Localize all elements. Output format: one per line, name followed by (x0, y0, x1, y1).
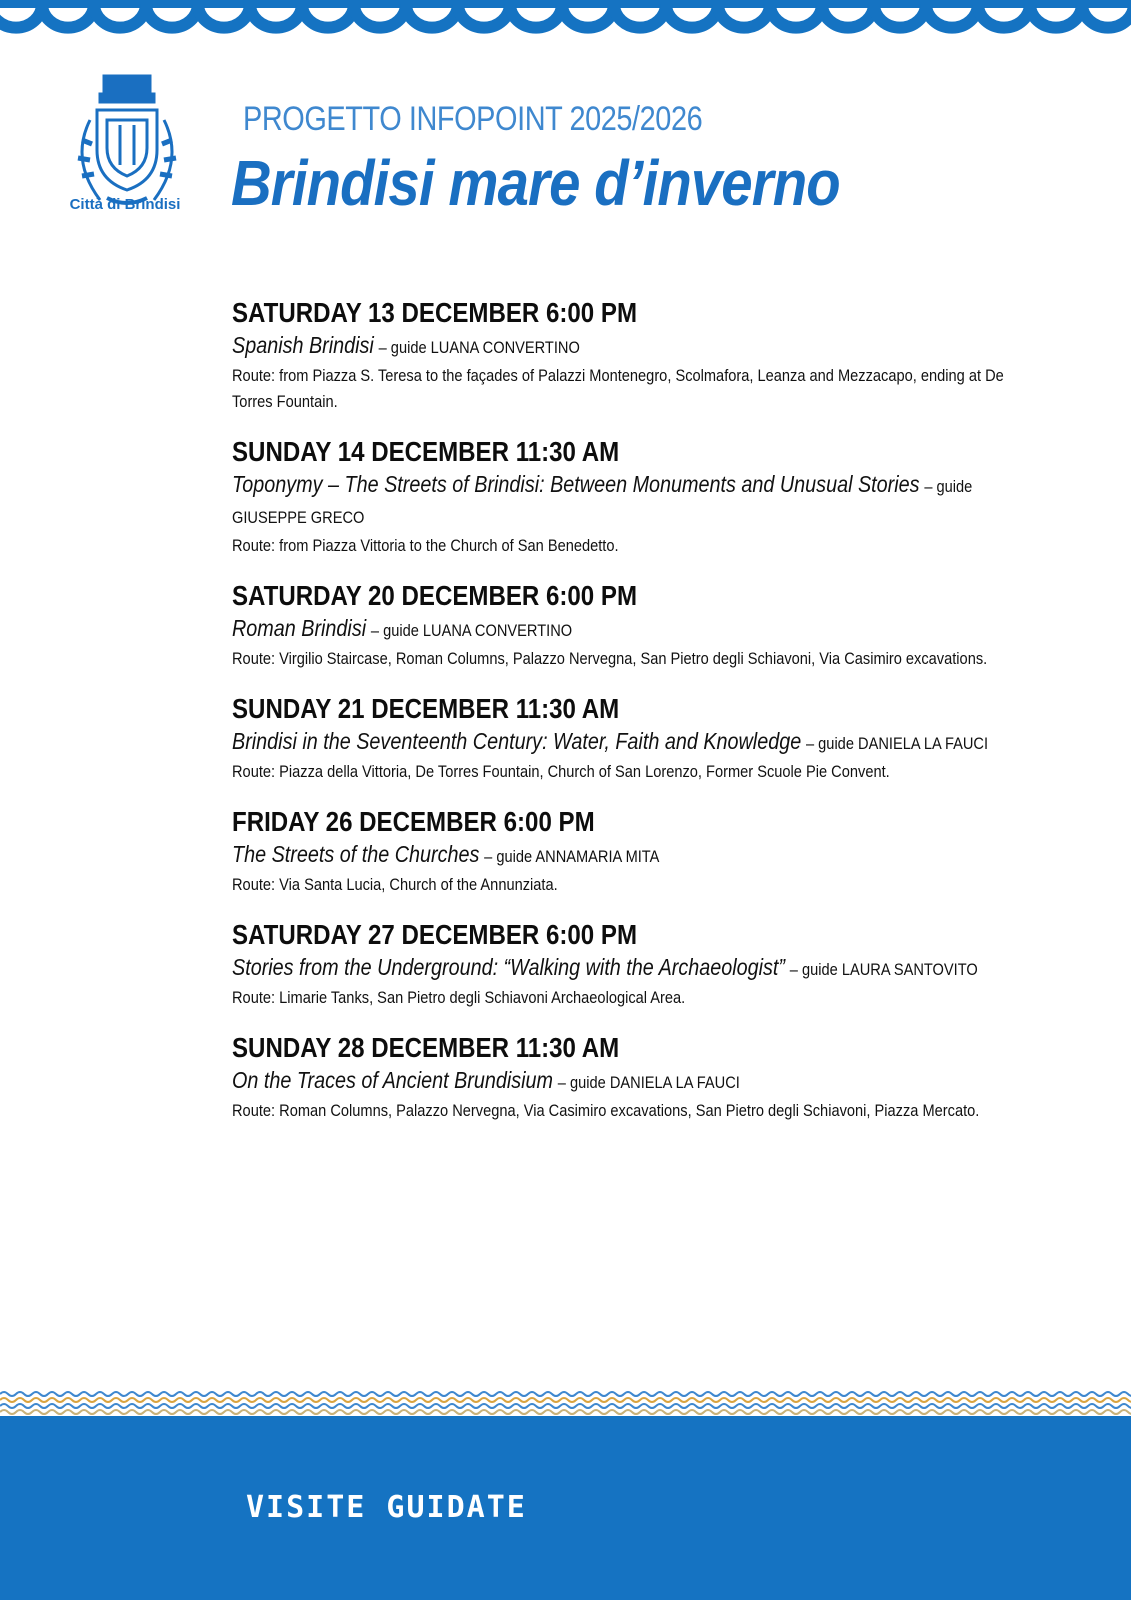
event-item (232, 435, 1052, 559)
event-route: Route: Limarie Tanks, San Pietro degli Schiavoni Archaeological Area. (232, 988, 686, 1007)
event-name: Spanish Brindisi (232, 332, 374, 358)
event-item (232, 1031, 1052, 1124)
event-guide: – guide DANIELA LA FAUCI (805, 734, 989, 753)
event-date: SUNDAY 14 DECEMBER 11:30 AM (232, 436, 620, 467)
event-name: On the Traces of Ancient Brundisium (232, 1067, 554, 1093)
event-item (232, 692, 1052, 785)
event-title-line (232, 952, 1006, 985)
event-title-line (232, 613, 1006, 646)
event-item (232, 296, 1052, 415)
event-date: SUNDAY 21 DECEMBER 11:30 AM (232, 693, 620, 724)
event-guide: – guide GIUSEPPE GRECO (232, 477, 973, 527)
event-date: SATURDAY 20 DECEMBER 6:00 PM (232, 580, 638, 611)
event-route: Route: Virgilio Staircase, Roman Columns, Palazzo Nervegna, San Pietro degli Schiavoni, Via Casimiro excavations. (232, 649, 988, 668)
crest-label: Città di Brindisi (69, 196, 181, 213)
event-guide: – guide LUANA CONVERTINO (378, 338, 580, 357)
page-title: Brindisi mare d’inverno (231, 147, 840, 219)
event-name: The Streets of the Churches (232, 841, 480, 867)
event-route: Route: Roman Columns, Palazzo Nervegna, Via Casimiro excavations, San Pietro degli Schiavoni, Piazza Mercato. (232, 1101, 980, 1120)
event-item (232, 805, 1052, 898)
event-list (232, 296, 1052, 1144)
footer-label: VISITE GUIDATE (246, 1490, 527, 1525)
event-name: Brindisi in the Seventeenth Century: Water, Faith and Knowledge (232, 728, 802, 754)
event-item (232, 579, 1052, 672)
event-route: Route: Via Santa Lucia, Church of the Annunziata. (232, 875, 558, 894)
event-title-line (232, 839, 1006, 872)
wave-border (0, 1388, 1131, 1416)
footer-band (0, 1416, 1131, 1600)
event-title-line (232, 1065, 1006, 1098)
event-route: Route: from Piazza S. Teresa to the façades of Palazzi Montenegro, Scolmafora, Leanza and Mezzacapo, ending at De Torres Fountain. (232, 366, 1004, 411)
event-guide: – guide LAURA SANTOVITO (789, 960, 978, 979)
project-kicker: PROGETTO INFOPOINT 2025/2026 (243, 100, 703, 138)
event-title-line (232, 469, 1006, 533)
event-item (232, 918, 1052, 1011)
event-date: SUNDAY 28 DECEMBER 11:30 AM (232, 1032, 620, 1063)
event-title-line (232, 726, 1006, 759)
event-guide: – guide DANIELA LA FAUCI (557, 1073, 740, 1092)
event-name: Stories from the Underground: “Walking with the Archaeologist” (232, 954, 786, 980)
event-route: Route: from Piazza Vittoria to the Church of San Benedetto. (232, 536, 619, 555)
event-date: FRIDAY 26 DECEMBER 6:00 PM (232, 806, 595, 837)
event-guide: – guide ANNAMARIA MITA (484, 847, 660, 866)
event-guide: – guide LUANA CONVERTINO (370, 621, 573, 640)
event-route: Route: Piazza della Vittoria, De Torres Fountain, Church of San Lorenzo, Former Scuole Pie Convent. (232, 762, 890, 781)
event-date: SATURDAY 27 DECEMBER 6:00 PM (232, 919, 638, 950)
event-date: SATURDAY 13 DECEMBER 6:00 PM (232, 297, 638, 328)
event-name: Roman Brindisi (232, 615, 367, 641)
event-title-line (232, 330, 1006, 363)
event-name: Toponymy – The Streets of Brindisi: Between Monuments and Unusual Stories (232, 471, 920, 497)
top-scallop-border (0, 0, 1131, 40)
